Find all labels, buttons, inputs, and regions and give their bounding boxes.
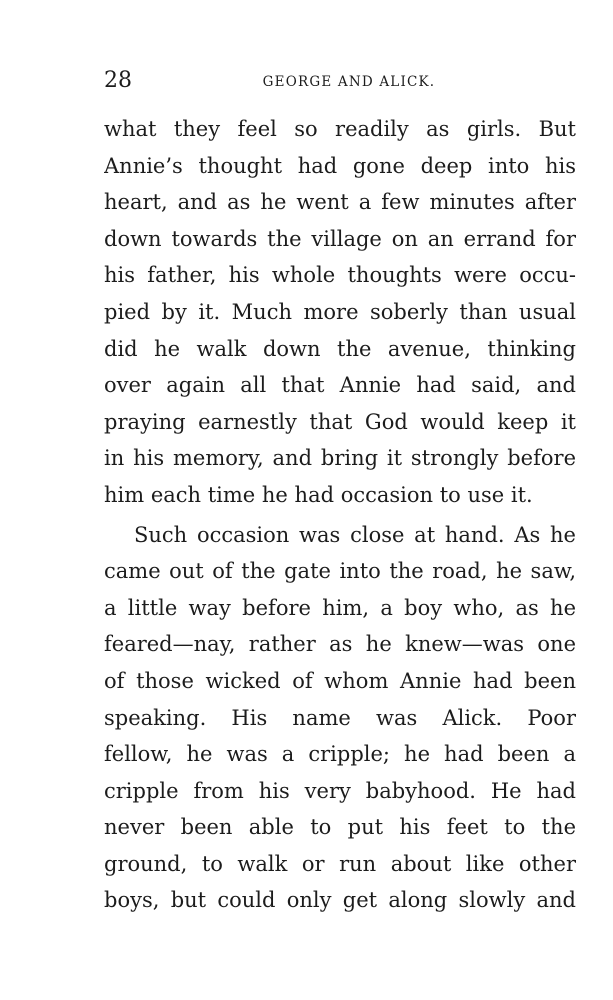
running-title: GEORGE AND ALICK. [262, 74, 436, 90]
text-line: feared—nay, rather as he knew—was one [104, 632, 576, 657]
text-line: what they feel so readily as girls. But [104, 117, 576, 141]
text-line: cripple from his very babyhood. He had [104, 778, 576, 803]
page-header [104, 66, 576, 96]
text-line-paragraph-start: Such occasion was close at hand. As he [134, 522, 576, 547]
text-line: of those wicked of whom Annie had been [104, 668, 576, 693]
text-line: Annie’s thought had gone deep into his [104, 153, 576, 178]
text-line: ground, to walk or run about like other [104, 851, 576, 876]
text-line: pied by it. Much more soberly than usual [104, 299, 576, 324]
text-line: did he walk down the avenue, thinking [104, 336, 576, 361]
body-text [104, 111, 576, 919]
text-line: fellow, he was a cripple; he had been a [104, 742, 576, 767]
text-line: praying earnestly that God would keep it [104, 409, 576, 434]
text-line: never been able to put his feet to the [104, 815, 576, 840]
text-line: a little way before him, a boy who, as he [104, 595, 576, 620]
text-line-paragraph-end: him each time he had occasion to use it. [104, 482, 533, 507]
text-line: came out of the gate into the road, he saw, [104, 559, 576, 584]
text-line: his father, his whole thoughts were occu- [104, 263, 576, 288]
text-line: over again all that Annie had said, and [104, 373, 576, 398]
text-line: heart, and as he went a few minutes after [104, 190, 576, 215]
text-line: in his memory, and bring it strongly before [104, 446, 576, 471]
text-line: speaking. His name was Alick. Poor [104, 705, 576, 730]
page-number: 28 [104, 68, 132, 93]
text-line: down towards the village on an errand for [104, 226, 576, 251]
text-line: boys, but could only get along slowly and [104, 888, 576, 913]
